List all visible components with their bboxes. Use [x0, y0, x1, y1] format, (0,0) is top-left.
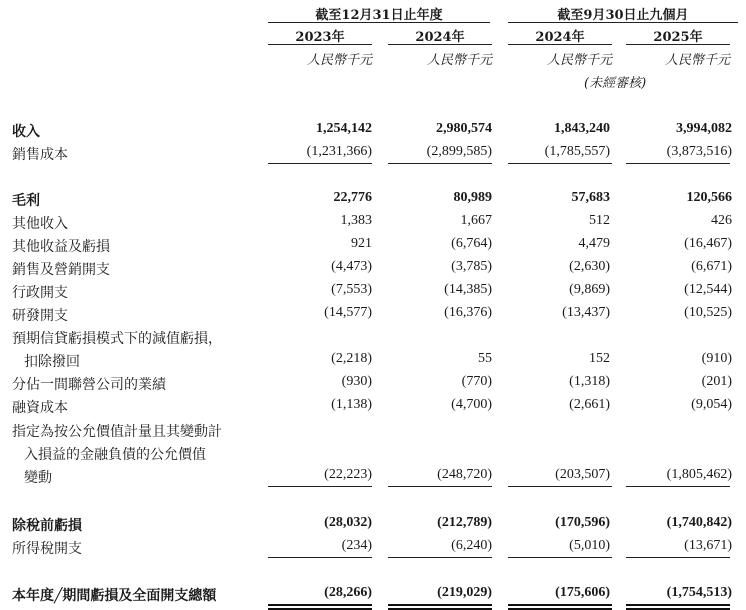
row-value: (16,467)	[684, 236, 732, 251]
col-rule-4	[626, 44, 730, 45]
row-value: (3,785)	[451, 259, 492, 274]
group-rule-period	[508, 22, 738, 23]
row-value: (5,010)	[569, 538, 610, 553]
row-label: 變動	[24, 470, 52, 486]
row-value: (203,507)	[555, 467, 610, 482]
row-label: 預期信貸虧損模式下的減值虧損，	[12, 331, 222, 347]
unit-label-4: 人民幣千元	[664, 53, 730, 68]
group-header-year: 截至12月31日止年度	[315, 8, 443, 23]
row-value: (2,899,585)	[426, 144, 492, 159]
col-year-4: 2025年	[653, 30, 703, 45]
row-value: (14,385)	[444, 282, 492, 297]
total-rule	[268, 163, 372, 164]
row-value: (10,525)	[684, 305, 732, 320]
unit-label-1: 人民幣千元	[306, 53, 372, 68]
row-label: 指定為按公允價值計量且其變動計	[12, 424, 222, 440]
row-value: (1,138)	[331, 397, 372, 412]
col-year-3: 2024年	[535, 30, 585, 45]
row-value: (6,764)	[451, 236, 492, 251]
row-value: (2,218)	[331, 351, 372, 366]
total-rule	[268, 486, 372, 487]
total-rule	[508, 557, 612, 558]
row-value: (1,231,366)	[306, 144, 372, 159]
row-value: 57,683	[571, 190, 610, 205]
row-value: (28,266)	[324, 585, 372, 600]
total-rule	[626, 486, 730, 487]
row-value: 3,994,082	[676, 121, 732, 136]
row-label: 研發開支	[12, 308, 68, 324]
row-value: 55	[478, 351, 492, 366]
total-rule	[626, 604, 730, 606]
row-label: 所得稅開支	[12, 541, 82, 557]
row-value: 1,667	[460, 213, 492, 228]
row-value: (16,376)	[444, 305, 492, 320]
row-value: (930)	[341, 374, 372, 389]
row-value: (910)	[701, 351, 732, 366]
row-value: (28,032)	[324, 515, 372, 530]
row-value: (9,054)	[691, 397, 732, 412]
row-label: 其他收入	[12, 216, 68, 232]
row-value: (170,596)	[555, 515, 610, 530]
total-rule	[388, 163, 492, 164]
row-value: (3,873,516)	[666, 144, 732, 159]
row-value: 512	[589, 213, 610, 228]
total-rule	[388, 557, 492, 558]
row-value: (219,029)	[437, 585, 492, 600]
row-label: 融資成本	[12, 400, 68, 416]
unaudited-label: (未經審核)	[584, 76, 647, 91]
row-value: (1,740,842)	[666, 515, 732, 530]
row-value: 80,989	[453, 190, 492, 205]
row-label: 除稅前虧損	[12, 518, 82, 534]
row-label: 行政開支	[12, 285, 68, 301]
total-rule	[268, 557, 372, 558]
row-value: (201)	[701, 374, 732, 389]
row-value: (1,805,462)	[666, 467, 732, 482]
row-value: 426	[711, 213, 732, 228]
row-label: 本年度╱期間虧損及全面開支總額	[12, 588, 217, 604]
row-value: (13,437)	[562, 305, 610, 320]
row-value: 4,479	[578, 236, 610, 251]
total-rule	[388, 486, 492, 487]
row-value: (1,785,557)	[544, 144, 610, 159]
total-rule	[626, 163, 730, 164]
total-rule	[508, 604, 612, 606]
row-value: (9,869)	[569, 282, 610, 297]
row-value: (1,754,513)	[666, 585, 732, 600]
row-value: 2,980,574	[436, 121, 492, 136]
total-rule	[508, 486, 612, 487]
row-value: (2,661)	[569, 397, 610, 412]
row-value: (234)	[341, 538, 372, 553]
group-header-period: 截至9月30日止九個月	[557, 8, 689, 23]
row-label: 銷售及營銷開支	[12, 262, 110, 278]
row-value: (6,671)	[691, 259, 732, 274]
row-value: 921	[351, 236, 372, 251]
group-rule-year	[268, 22, 490, 23]
unit-label-3: 人民幣千元	[546, 53, 612, 68]
col-year-2: 2024年	[415, 30, 465, 45]
row-value: (13,671)	[684, 538, 732, 553]
row-value: (22,223)	[324, 467, 372, 482]
total-rule	[268, 604, 372, 606]
row-label: 入損益的金融負債的公允價值	[24, 447, 206, 463]
row-value: (1,318)	[569, 374, 610, 389]
col-year-1: 2023年	[295, 30, 345, 45]
row-label: 銷售成本	[12, 147, 68, 163]
row-value: (175,606)	[555, 585, 610, 600]
row-value: (6,240)	[451, 538, 492, 553]
row-value: (4,473)	[331, 259, 372, 274]
row-value: 120,566	[686, 190, 732, 205]
total-rule	[508, 163, 612, 164]
total-rule	[626, 557, 730, 558]
row-label: 分佔一間聯營公司的業績	[12, 377, 166, 393]
col-rule-1	[268, 44, 372, 45]
col-rule-3	[508, 44, 612, 45]
row-value: 1,843,240	[554, 121, 610, 136]
row-label: 毛利	[12, 193, 40, 209]
row-value: (770)	[461, 374, 492, 389]
row-value: (212,789)	[437, 515, 492, 530]
col-rule-2	[388, 44, 492, 45]
row-label: 扣除撥回	[24, 354, 80, 370]
unit-label-2: 人民幣千元	[426, 53, 492, 68]
row-label: 收入	[12, 124, 40, 140]
row-value: 152	[589, 351, 610, 366]
total-rule	[388, 604, 492, 606]
row-value: (12,544)	[684, 282, 732, 297]
row-value: (4,700)	[451, 397, 492, 412]
row-value: 1,254,142	[316, 121, 372, 136]
row-value: (14,577)	[324, 305, 372, 320]
row-value: (248,720)	[437, 467, 492, 482]
row-label: 其他收益及虧損	[12, 239, 110, 255]
row-value: 1,383	[340, 213, 372, 228]
row-value: (7,553)	[331, 282, 372, 297]
row-value: (2,630)	[569, 259, 610, 274]
row-value: 22,776	[333, 190, 372, 205]
